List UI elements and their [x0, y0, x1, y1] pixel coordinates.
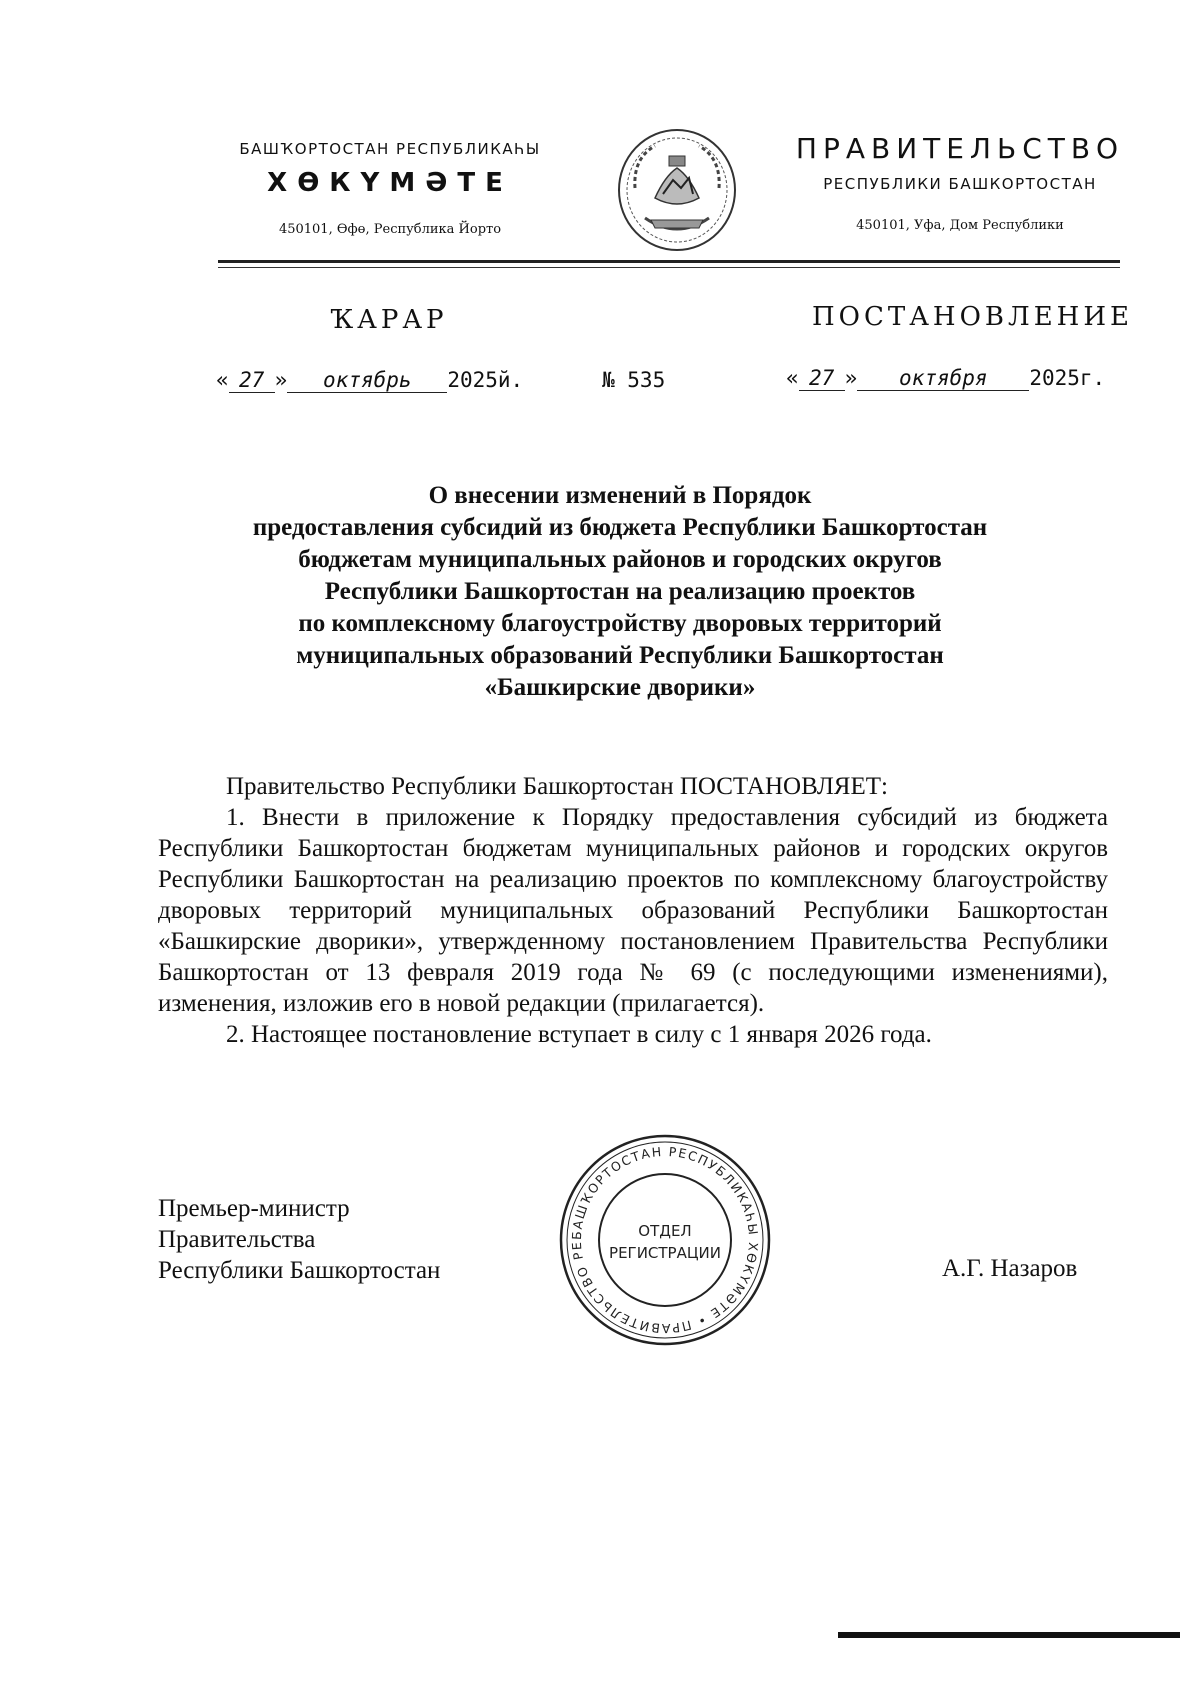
title-line: муниципальных образований Республики Башкортостан — [296, 642, 944, 669]
body-item-2: 2. Настоящее постановление вступает в силу с 1 января 2026 года. — [226, 1021, 932, 1048]
document-title — [190, 480, 1050, 704]
doc-type-ba: ҠАРАР — [330, 305, 448, 335]
scan-edge-bar — [838, 1632, 1180, 1638]
date-ru: « 27 » октября 2025г. — [786, 366, 1106, 390]
doc-number: № 535 — [602, 368, 666, 392]
date-ba-month: октябрь — [287, 368, 447, 393]
date-ba: « 27 » октябрь 2025й. — [216, 368, 524, 392]
date-ru-month: октября — [857, 366, 1029, 391]
stamp-outer-text: БАШҠОРТОСТАН РЕСПУБЛИКАҺЫ ХӨКҮМӘТЕ • ПРАВИТЕЛЬСТВО РЕ — [568, 1143, 762, 1337]
signature-position — [158, 1193, 440, 1286]
body-item-1: 1. Внести в приложение к Порядку предоставления субсидий из бюджета Республики Башкортостан бюджетам муниципальных районов и городских округов Республики Башкортостан на реализацию проектов по комплексному благоустройству дворовых территорий муниципальных образований Республики Башкортостан «Башкирские дворики», утвержденному постановлением Правительства Республики Башкортостан от 13 февраля 2019 года № 69 (с последующими изменениями), изменения, изложив его в новой редакции (прилагается). — [158, 804, 1108, 1017]
body-intro: Правительство Республики Башкортостан ПОСТАНОВЛЯЕТ: — [226, 773, 888, 800]
signature-name: А.Г. Назаров — [942, 1255, 1078, 1282]
signature-position-line: Правительства — [158, 1226, 316, 1253]
header-government-ru: ПРАВИТЕЛЬСТВО — [795, 132, 1125, 165]
signature-position-line: Республики Башкортостан — [158, 1257, 441, 1284]
header-address-ru: 450101, Уфа, Дом Республики — [856, 218, 1064, 233]
title-line: предоставления субсидий из бюджета Республики Башкортостан — [252, 514, 988, 541]
header-rule-thin — [218, 267, 1120, 268]
document-body — [158, 771, 1108, 1050]
doc-type-ru: ПОСТАНОВЛЕНИЕ — [812, 302, 1134, 332]
title-line: «Башкирские дворики» — [484, 674, 756, 701]
header-government-ba: ХӨКҮМӘТЕ — [267, 168, 513, 198]
title-line: бюджетам муниципальных районов и городских округов — [298, 546, 942, 573]
date-ru-day: 27 — [799, 366, 845, 391]
date-ba-day: 27 — [229, 368, 275, 393]
header-rule-thick — [218, 260, 1120, 263]
header-republic-ru: РЕСПУБЛИКИ БАШКОРТОСТАН — [823, 175, 1097, 193]
header-republic-ba: БАШҠОРТОСТАН РЕСПУБЛИКАҺЫ — [239, 140, 541, 158]
stamp-inner-line-2: РЕГИСТРАЦИИ — [609, 1244, 721, 1262]
title-line: по комплексному благоустройству дворовых территорий — [298, 610, 942, 637]
registration-stamp — [555, 1130, 775, 1355]
title-line: Республики Башкортостан на реализацию проектов — [324, 578, 916, 605]
date-ru-year: 2025г. — [1029, 366, 1106, 390]
header-address-ba: 450101, Өфө, Республика Йорто — [278, 222, 502, 237]
signature-position-line: Премьер-министр — [158, 1195, 350, 1222]
stamp-inner-line-1: ОТДЕЛ — [638, 1222, 692, 1240]
title-line: О внесении изменений в Порядок — [428, 482, 812, 509]
coat-of-arms-emblem — [615, 128, 739, 257]
date-ba-year: 2025й. — [447, 368, 524, 392]
